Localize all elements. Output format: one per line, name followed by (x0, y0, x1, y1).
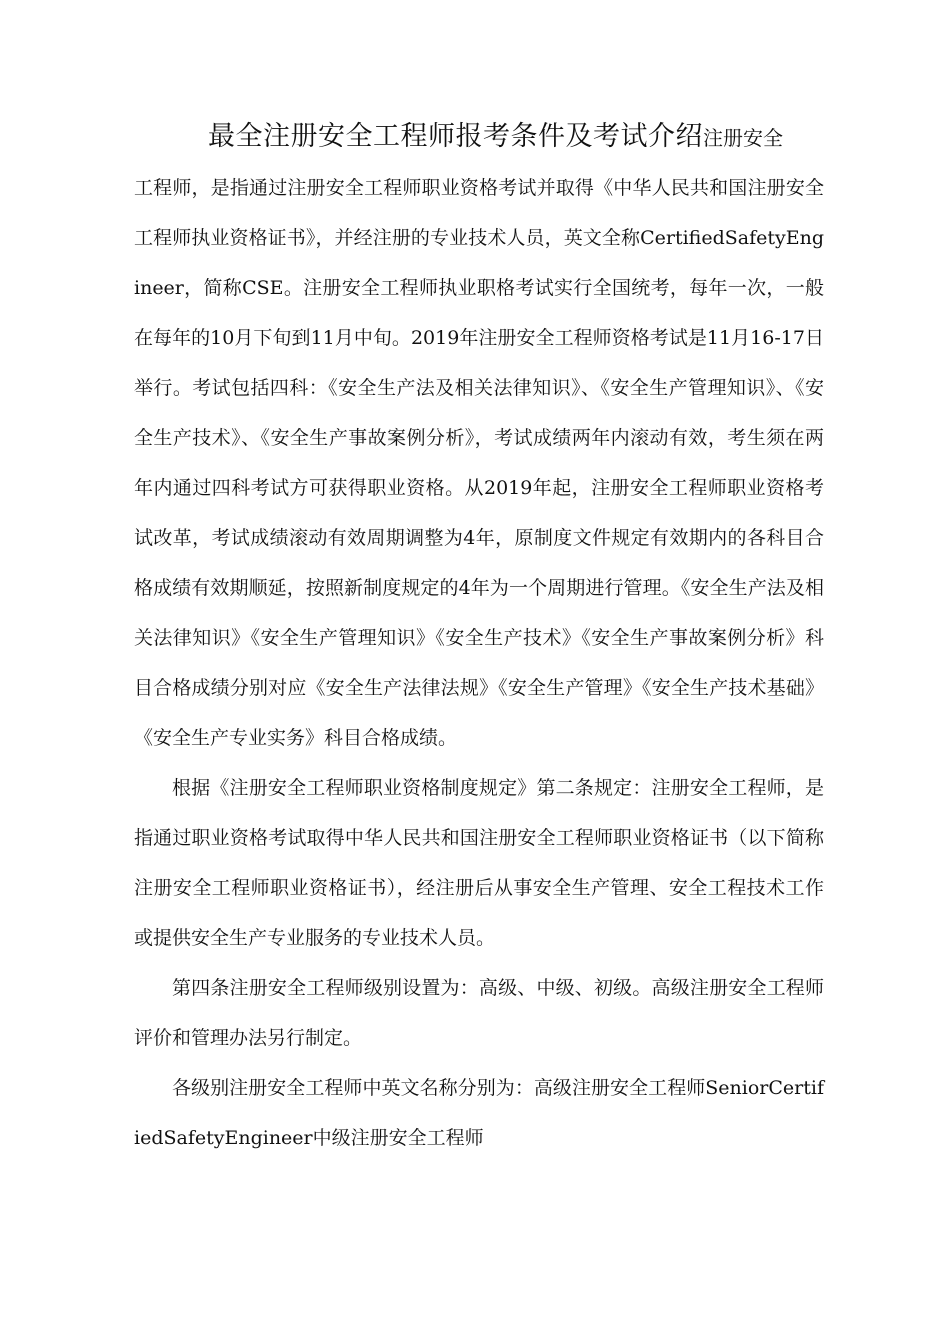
document-page (134, 112, 824, 1163)
title-line (134, 112, 824, 163)
paragraph-intro: 工程师，是指通过注册安全工程师职业资格考试并取得《中华人民共和国注册安全工程师执业资格证书》，并经注册的专业技术人员，英文全称CertifiedSafetyEngineer，简称CSE。注册安全工程师执业职格考试实行全国统考，每年一次，一般在每年的10月下旬到11月中旬。2019年注册安全工程师资格考试是11月16-17日举行。考试包括四科：《安全生产法及相关法律知识》、《安全生产管理知识》、《安全生产技术》、《安全生产事故案例分析》，考试成绩两年内滚动有效，考生须在两年内通过四科考试方可获得职业资格。从2019年起，注册安全工程师职业资格考试改革，考试成绩滚动有效周期调整为4年，原制度文件规定有效期内的各科目合格成绩有效期顺延，按照新制度规定的4年为一个周期进行管理。《安全生产法及相关法律知识》《安全生产管理知识》《安全生产技术》《安全生产事故案例分析》科目合格成绩分别对应《安全生产法律法规》《安全生产管理》《安全生产技术基础》《安全生产专业实务》科目合格成绩。 (134, 177, 824, 749)
paragraph-article-2: 根据《注册安全工程师职业资格制度规定》第二条规定：注册安全工程师，是指通过职业资格考试取得中华人民共和国注册安全工程师职业资格证书（以下简称注册安全工程师职业资格证书），经注册后从事安全生产管理、安全工程技术工作或提供安全生产专业服务的专业技术人员。 (134, 777, 824, 949)
document-title: 最全注册安全工程师报考条件及考试介绍 (208, 121, 703, 152)
paragraph-level-names: 各级别注册安全工程师中英文名称分别为：高级注册安全工程师SeniorCertifiedSafetyEngineer中级注册安全工程师 (134, 1077, 824, 1149)
title-tail-text: 注册安全 (703, 126, 783, 150)
paragraph-article-4: 第四条注册安全工程师级别设置为：高级、中级、初级。高级注册安全工程师评价和管理办法另行制定。 (134, 977, 824, 1049)
